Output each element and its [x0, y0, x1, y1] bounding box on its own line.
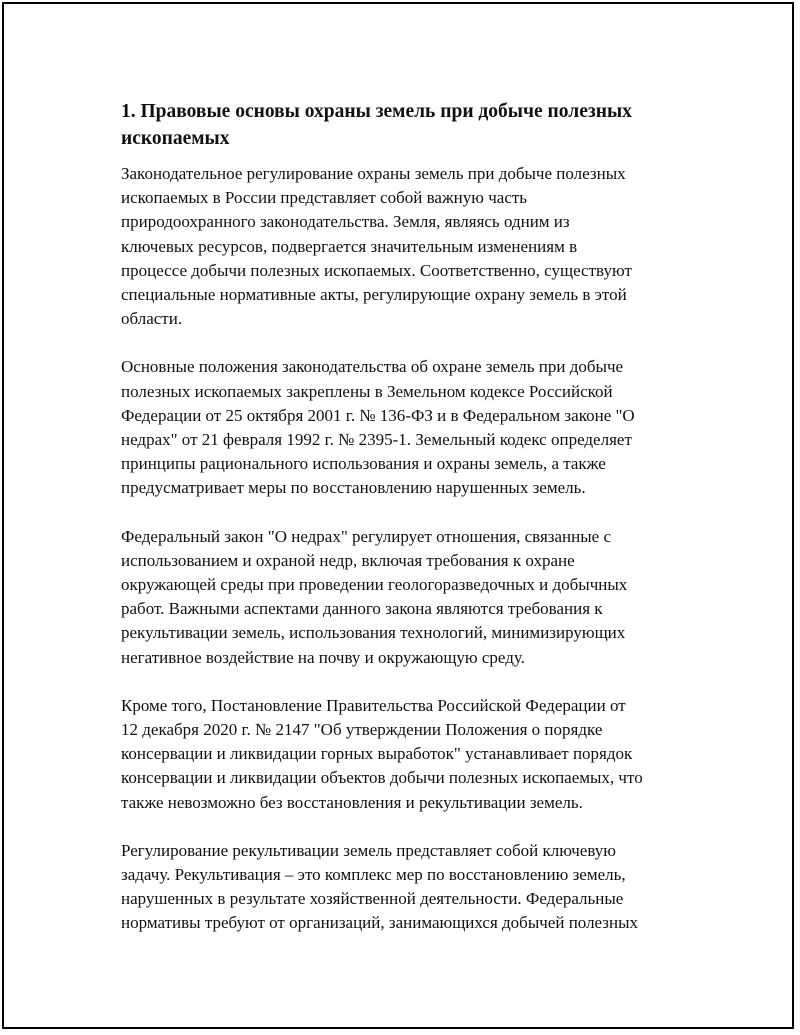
text-line: специальные нормативные акты, регулирующие охрану земель в этой: [121, 285, 627, 305]
text-line: Кроме того, Постановление Правительства Российской Федерации от: [121, 695, 626, 715]
text-line: принципы рационального использования и охраны земель, а также: [121, 454, 606, 474]
text-line: консервации и ликвидации горных выработок" устанавливает порядок: [121, 744, 633, 764]
text-line: использованием и охраной недр, включая требования к охране: [121, 550, 575, 570]
paragraph-2: [121, 355, 701, 500]
text-line: окружающей среды при проведении геологоразведочных и добычных: [121, 575, 628, 595]
text-line: недрах" от 21 февраля 1992 г. № 2395-1. Земельный кодекс определяет: [121, 430, 632, 450]
text-line: работ. Важными аспектами данного закона являются требования к: [121, 599, 603, 619]
text-line: предусматривает меры по восстановлению нарушенных земель.: [121, 478, 586, 498]
heading-line: ископаемых: [121, 128, 230, 149]
paragraph-1: [121, 162, 701, 331]
document-content: [121, 98, 701, 960]
text-line: Федерации от 25 октября 2001 г. № 136-ФЗ и в Федеральном законе "О: [121, 405, 635, 425]
text-line: задачу. Рекультивация – это комплекс мер по восстановлению земель,: [121, 865, 626, 885]
heading-line: 1. Правовые основы охраны земель при добыче полезных: [121, 101, 632, 122]
text-line: процессе добычи полезных ископаемых. Соответственно, существуют: [121, 260, 632, 280]
text-line: также невозможно без восстановления и рекультивации земель.: [121, 792, 583, 812]
text-line: области.: [121, 309, 183, 329]
text-line: полезных ископаемых закреплены в Земельном кодексе Российской: [121, 381, 613, 401]
text-line: негативное воздействие на почву и окружающую среду.: [121, 647, 525, 667]
text-line: нормативы требуют от организаций, занимающихся добычей полезных: [121, 913, 639, 933]
text-line: Законодательное регулирование охраны земель при добыче полезных: [121, 164, 626, 183]
text-line: Основные положения законодательства об охране земель при добыче: [121, 357, 624, 377]
text-line: природоохранного законодательства. Земля, являясь одним из: [121, 212, 570, 232]
page-frame: [2, 2, 794, 1029]
text-line: ископаемых в России представляет собой важную часть: [121, 188, 528, 208]
text-line: 12 декабря 2020 г. № 2147 "Об утверждении Положения о порядке: [121, 720, 603, 740]
text-line: рекультивации земель, использования технологий, минимизирующих: [121, 623, 626, 643]
paragraph-3: [121, 525, 701, 670]
text-line: Регулирование рекультивации земель представляет собой ключевую: [121, 840, 617, 860]
paragraph-4: [121, 694, 701, 815]
text-line: консервации и ликвидации объектов добычи полезных ископаемых, что: [121, 768, 643, 788]
text-line: нарушенных в результате хозяйственной деятельности. Федеральные: [121, 889, 624, 909]
paragraph-5: [121, 839, 701, 936]
section-heading: [121, 98, 701, 152]
text-line: ключевых ресурсов, подвергается значительным изменениям в: [121, 236, 578, 256]
text-line: Федеральный закон "О недрах" регулирует отношения, связанные с: [121, 526, 611, 546]
